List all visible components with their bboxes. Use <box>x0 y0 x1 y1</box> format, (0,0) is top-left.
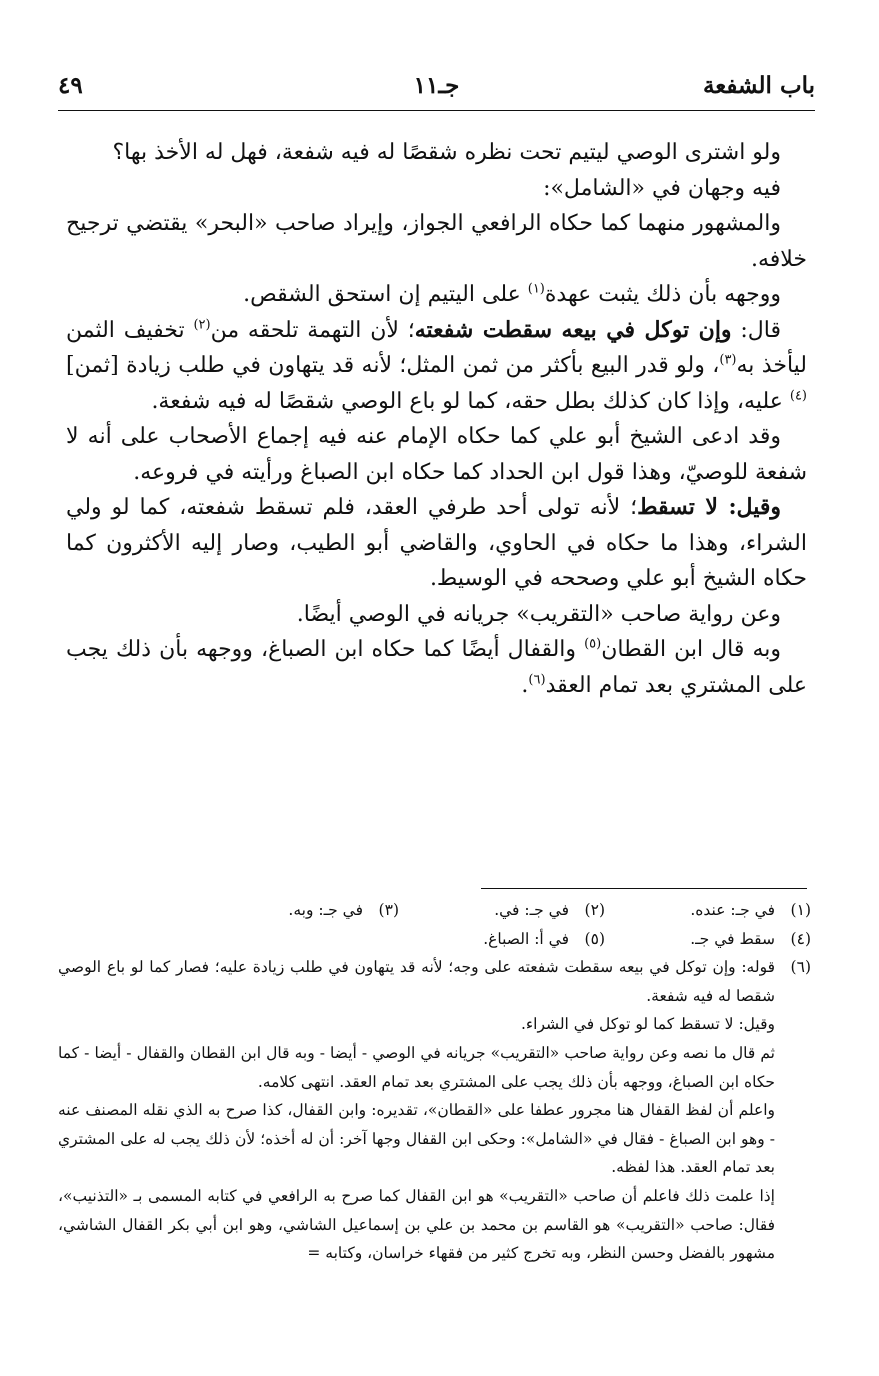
text-run: ؛ لأن التهمة تلحقه من <box>210 317 415 343</box>
volume-label: جـ١١ <box>413 72 460 99</box>
paragraph: وعن رواية صاحب «التقريب» جريانه في الوصي أيضًا. <box>296 601 781 627</box>
footnote-number: (١) <box>790 901 811 919</box>
footnote-number: (٦) <box>790 958 811 977</box>
footnote-line: وقيل: لا تسقط كما لو توكل في الشراء. <box>520 1015 775 1034</box>
bold-matn: وقيل: لا تسقط <box>637 494 782 520</box>
footnotes <box>58 896 811 1268</box>
paragraph <box>66 632 807 703</box>
text-run: عليه، وإذا كان كذلك بطل حقه، كما لو باع الوصي شقصًا له فيه شفعة. <box>151 388 790 414</box>
text-run: والقفال أيضًا كما حكاه ابن الصباغ، ووجهه بأن ذلك يجب على المشتري بعد تمام العقد <box>66 637 807 698</box>
footnote-text: في جـ: في. <box>494 901 569 919</box>
footnote-text <box>58 953 775 1268</box>
paragraph: ولو اشترى الوصي ليتيم تحت نظره شقصًا له فيه شفعة، فهل له الأخذ بها؟ <box>112 140 781 165</box>
footnote-number: (٣) <box>378 901 399 919</box>
footnote-ref: (٣) <box>719 352 737 368</box>
paragraph <box>66 490 807 597</box>
text-run: ، ولو قدر البيع بأكثر من ثمن المثل؛ لأنه قد يتهاون في طلب زيادة [ثمن] <box>66 353 720 378</box>
chapter-title: باب الشفعة <box>702 72 815 99</box>
footnote-ref: (٦) <box>528 672 546 688</box>
footnote-1 <box>605 896 811 925</box>
footnote-3 <box>193 896 399 925</box>
bold-matn: وإن توكل في بيعه سقطت شفعته <box>414 316 732 343</box>
footnote-ref: (٢) <box>193 317 211 333</box>
footnote-2 <box>399 896 605 925</box>
paragraph: وقد ادعى الشيخ أبو علي كما حكاه الإمام عنه فيه إجماع الأصحاب على أنه لا شفعة للوصيّ، وهذا قول ابن الحداد كما حكاه ابن الصباغ ورأيته في فروعه. <box>66 424 807 485</box>
running-header <box>58 66 815 111</box>
paragraph: فيه وجهان في «الشامل»: <box>543 175 781 201</box>
footnote-line: قوله: وإن توكل في بيعه سقطت شفعته على وجه؛ لأنه قد يتهاون في طلب زيادة عليه؛ فصار كما لو باع الوصي شقصا له فيه شفعة. <box>58 958 775 1005</box>
footnote-6 <box>58 953 811 1268</box>
footnote-ref: (١) <box>527 281 545 297</box>
paragraph: والمشهور منهما كما حكاه الرافعي الجواز، وإيراد صاحب «البحر» يقتضي ترجيح خلافه. <box>66 211 807 272</box>
page-number: ٤٩ <box>58 72 83 99</box>
footnote-ref: (٥) <box>584 636 602 652</box>
footnote-number: (٢) <box>584 901 605 919</box>
text-run: ؛ لأنه تولى أحد طرفي العقد، فلم تسقط شفعته، كما لو ولي الشراء، وهذا ما حكاه في الحاوي، والقاضي أبو الطيب، وصار إليه الأكثرون كما حكاه الشيخ أبو علي وصححه في الوسيط. <box>66 495 807 591</box>
footnote-text: في جـ: وبه. <box>288 901 363 919</box>
text-run: على اليتيم إن استحق الشقص. <box>243 282 528 307</box>
footnote-line: واعلم أن لفظ القفال هنا مجرور عطفا على «القطان»، تقديره: وابن القفال، كذا صرح به الذي نقله المصنف عنه - وهو ابن الصباغ - فقال في «الشامل»: وحكى ابن القفال وجها آخر: أن له أخذه؛ لأن ذلك يجب له على المشتري بعد تمام العقد. هذا لفظه. <box>58 1101 775 1177</box>
paragraph <box>66 313 807 420</box>
footnote-number: (٥) <box>584 929 605 948</box>
footnote-row <box>58 925 811 954</box>
footnote-divider <box>481 888 807 889</box>
footnote-text: سقط في جـ. <box>690 929 775 948</box>
text-run: تخفيف الثمن ليأخذ به <box>66 317 807 378</box>
footnote-text: في جـ: عنده. <box>690 901 775 919</box>
paragraph <box>66 277 807 313</box>
text-run: . <box>521 672 529 698</box>
footnote-line: ثم قال ما نصه وعن رواية صاحب «التقريب» جريانه في الوصي - أيضا - وبه قال ابن القطان والقفال - أيضا - كما حكاه ابن الصباغ، ووجهه بأن ذلك يجب على المشتري بعد تمام العقد. انتهى كلامه. <box>58 1043 775 1091</box>
footnote-line: إذا علمت ذلك فاعلم أن صاحب «التقريب» هو ابن القفال كما صرح به الرافعي في كتابه المسمى بـ «التذنيب»، فقال: صاحب «التقريب» هو القاسم بن محمد بن علي بن إسماعيل الشاشي، وهو ابن أبي بكر القفال الشاشي، مشهور بالفضل وحسن النظر، وبه تخرج كثير من فقهاء خراسان، وكتابه = <box>58 1186 775 1263</box>
footnote-4 <box>605 925 811 954</box>
footnote-5 <box>399 925 605 954</box>
text-run: ووجهه بأن ذلك يثبت عهدة <box>544 282 781 307</box>
text-run: وبه قال ابن القطان <box>601 637 782 662</box>
footnote-row <box>58 896 811 925</box>
main-text <box>66 135 807 703</box>
footnote-number: (٤) <box>790 929 811 948</box>
text-run: قال: <box>731 317 782 343</box>
footnote-ref: (٤) <box>789 388 807 404</box>
footnote-text: في أ: الصباغ. <box>483 929 569 948</box>
